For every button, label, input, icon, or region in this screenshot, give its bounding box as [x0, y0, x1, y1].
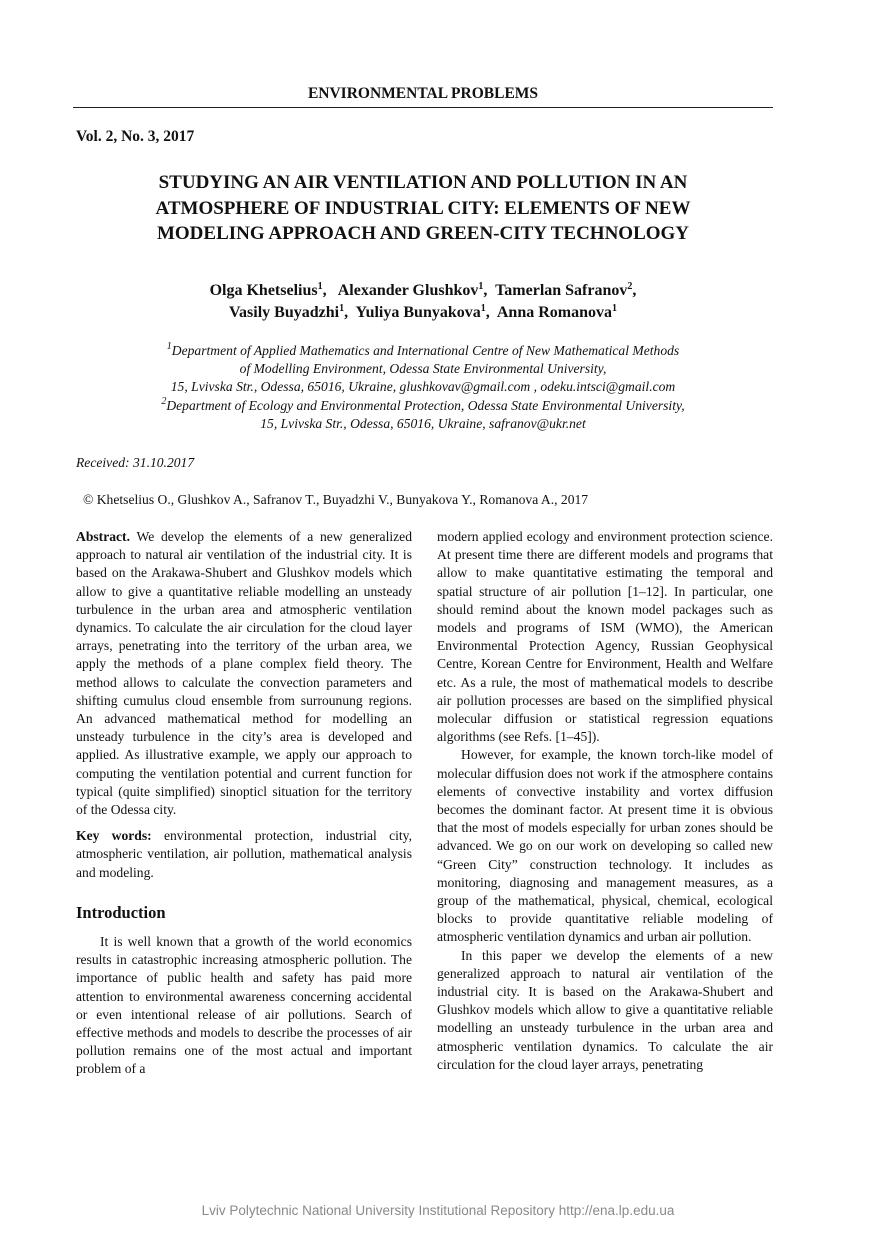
left-column — [76, 528, 412, 1079]
received-date: Received: 31.10.2017 — [76, 455, 195, 470]
paper-title — [73, 170, 773, 247]
affiliation-line: of Modelling Environment, Odessa State Environmental University, — [239, 361, 607, 377]
affiliations: $^1$Department of Applied Mathematics and International Centre of New Mathematical Methods of Modelling Environment, Odessa State Environmental University, 15, Lvivska Str., Odessa, 65016, Ukraine, glushkovav@gmail.com , odeku.intsci@gmail.com $^2$Department of Ecology and Environmental Protection, Odessa State Environmental University, 15, Lvivska Str., Odessa, 65016, Ukraine, safranov@ukr.net — [73, 342, 773, 433]
author-list: Olga Khetselius$^1$, Alexander Glushkov$^1$, Tamerlan Safranov$^2$, Vasily Buyadzhi$^1$, Yuliya Bunyakova$^1$, Anna Romanova$^1$ — [209, 281, 637, 321]
keywords: Key words: environmental protection, industrial city, atmospheric ventilation, air pollution, mathematical analysis and modeling. — [76, 828, 412, 880]
author-name: Vasily Buyadzhi — [228, 304, 340, 321]
header-rule — [73, 107, 773, 108]
author-name: Alexander Glushkov — [337, 282, 479, 299]
volume-info: Vol. 2, No. 3, 2017 — [76, 128, 195, 145]
body-paragraph: It is well known that a growth of the world economics results in catastrophic increasing atmospheric pollution. The importance of public health and safety has paid more attention to environmental awareness concerning accidental or even intentional release of air pollutions. Search of effective methods and models to describe the processes of air pollution remains one of the most actual and important problem of a — [76, 934, 412, 1077]
affiliation-line: 15, Lvivska Str., Odessa, 65016, Ukraine, glushkovav@gmail.com , odeku.intsci@gmail.com — [170, 379, 676, 395]
right-column — [437, 528, 773, 1074]
author-name: Tamerlan Safranov — [495, 282, 628, 299]
section-heading-introduction: Introduction — [76, 902, 166, 922]
title-line: STUDYING AN AIR VENTILATION AND POLLUTION IN AN — [158, 172, 688, 193]
abstract: Abstract. We develop the elements of a new generalized approach to natural air ventilation of the industrial city. It is based on the Arakawa-Shubert and Glushkov models which allow to give a quantitative reliable modelling an unsteady turbulence in the urban area and atmospheric ventilation dynamics. To calculate the air circulation for the cloud layer arrays, penetrating into the territory of the urban area, we apply the methods of a plane complex field theory. The method allows to calculate the convection parameters and shifting cumulus cloud ensemble from surrounung regions. An advanced mathematical method for modelling an unsteady turbulence in the city’s area is developed and applied. As illustrative example, we apply our approach to computing the ventilation potential and current function for typical (quite simplified) sinopticl situation for the territory of the Odessa city. — [76, 529, 412, 818]
author-name: Yuliya Bunyakova — [355, 304, 481, 321]
title-line: ATMOSPHERE OF INDUSTRIAL CITY: ELEMENTS OF NEW — [155, 197, 691, 219]
affiliation-line: 15, Lvivska Str., Odessa, 65016, Ukraine, safranov@ukr.net — [260, 415, 586, 431]
repository-footer: Lviv Polytechnic National University Institutional Repository http://ena.lp.edu.ua — [201, 1203, 675, 1218]
author-name: Olga Khetselius — [209, 282, 318, 299]
author-name: Anna Romanova — [496, 304, 613, 321]
affiliation-line: Department of Applied Mathematics and International Centre of New Mathematical Methods — [171, 343, 680, 358]
affiliation-line: Department of Ecology and Environmental Protection, Odessa State Environmental University, — [166, 397, 685, 413]
title-line: MODELING APPROACH AND GREEN-CITY TECHNOLOGY — [156, 223, 690, 244]
body-paragraph: In this paper we develop the elements of a new generalized approach to natural air ventilation of the industrial city. It is based on the Arakawa-Shubert and Glushkov models which allow to give a quantitative reliable modelling an unsteady turbulence in the urban area and atmospheric ventilation dynamics. To calculate the air circulation for the cloud layer arrays, penetrating — [437, 947, 773, 1072]
journal-header: ENVIRONMENTAL PROBLEMS — [307, 85, 539, 102]
body-paragraph: modern applied ecology and environment protection science. At present time there are different models and programs that allow to make quantitative estimating the temporal and spatial structure of air pollution [1–12]. In particular, one should remind about the known model packages such as models and programs of ISM (WMO), the American Environmental Protection Agency, Russian Geophysical Centre, Korean Centre for Environment, Health and Welfare etc. As a rule, the most of mathematical models to describe air pollution processes are based on the simplified physical molecular diffusion or statistical regression equations algorithms (see Refs. [1–45]). — [437, 529, 773, 745]
body-paragraph: However, for example, the known torch-like model of molecular diffusion does not work if the atmosphere contains elements of convective instability and vortex diffusion becomes the dominant factor. At present time it is obvious that the most of models especially for urban zones should be advanced. We go on our work on developing so called new “Green City” construction technology. It includes as monitoring, diagnosing and management measures, as a group of the mathematical, physical, chemical, ecological blocks to provide quantitative reliable modeling of atmospheric ventilation dynamics and urban air pollution. — [437, 747, 773, 945]
copyright: © Khetselius O., Glushkov A., Safranov T., Buyadzhi V., Bunyakova Y., Romanova A., 2017 — [83, 492, 589, 507]
